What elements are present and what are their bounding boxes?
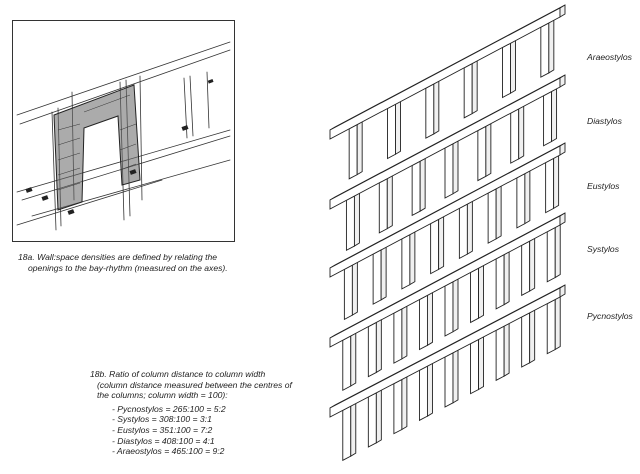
column-eustylos-5 — [459, 204, 467, 258]
column-side-systylos-7 — [504, 252, 509, 305]
label-diastylos: Diastylos — [587, 116, 622, 126]
column-pycnostylos-6 — [471, 339, 479, 393]
column-pycnostylos-9 — [547, 299, 555, 353]
column-side-diastylos-3 — [420, 158, 425, 211]
column-diastylos-3 — [412, 161, 420, 215]
column-side-eustylos-4 — [439, 216, 444, 269]
column-diastylos-5 — [478, 126, 486, 180]
column-pycnostylos-7 — [496, 326, 504, 380]
column-araeostylos-6 — [541, 23, 549, 77]
column-side-eustylos-7 — [525, 171, 530, 224]
column-side-systylos-4 — [427, 292, 432, 345]
column-araeostylos-5 — [503, 43, 511, 97]
column-side-eustylos-2 — [381, 247, 386, 300]
column-side-pycnostylos-6 — [479, 336, 484, 389]
column-systylos-7 — [496, 255, 504, 309]
column-side-systylos-6 — [479, 265, 484, 318]
column-eustylos-8 — [546, 158, 554, 212]
label-araeostylos: Araeostylos — [587, 52, 632, 62]
column-side-pycnostylos-9 — [555, 296, 560, 349]
column-pycnostylos-3 — [394, 379, 402, 433]
column-side-diastylos-1 — [354, 193, 359, 246]
label-eustylos: Eustylos — [587, 181, 620, 191]
column-systylos-3 — [394, 309, 402, 363]
column-araeostylos-1 — [349, 125, 357, 179]
column-systylos-6 — [471, 268, 479, 322]
column-side-systylos-9 — [555, 225, 560, 278]
column-systylos-5 — [445, 282, 453, 336]
column-side-diastylos-6 — [519, 106, 524, 159]
column-systylos-1 — [343, 336, 351, 390]
column-side-diastylos-5 — [486, 123, 491, 176]
column-side-eustylos-1 — [352, 262, 357, 315]
column-eustylos-6 — [488, 189, 496, 243]
column-eustylos-7 — [517, 174, 525, 228]
ratio-araeostylos: - Araeostylos = 465:100 = 9:2 — [112, 446, 225, 457]
column-side-diastylos-4 — [453, 141, 458, 194]
column-systylos-4 — [419, 295, 427, 349]
column-eustylos-3 — [402, 235, 410, 289]
column-eustylos-1 — [344, 265, 352, 319]
column-side-araeostylos-2 — [396, 101, 401, 154]
column-side-araeostylos-4 — [472, 61, 477, 114]
beam-front-araeostylos — [330, 8, 560, 139]
column-side-eustylos-5 — [467, 201, 472, 254]
column-araeostylos-2 — [388, 104, 396, 158]
column-side-pycnostylos-4 — [427, 363, 432, 416]
column-eustylos-4 — [431, 219, 439, 273]
column-side-pycnostylos-2 — [376, 390, 381, 443]
column-pycnostylos-2 — [368, 393, 376, 447]
caption-18b-line1: 18b. Ratio of column distance to column width — [90, 369, 266, 379]
column-side-systylos-1 — [351, 333, 356, 386]
column-pycnostylos-4 — [419, 366, 427, 420]
column-side-diastylos-7 — [552, 88, 557, 141]
column-pycnostylos-5 — [445, 353, 453, 407]
label-pycnostylos: Pycnostylos — [587, 311, 633, 321]
column-diastylos-7 — [544, 91, 552, 145]
caption-18a-line1: 18a. Wall:space densities are defined by relating the — [18, 252, 218, 262]
colonnade-diagram — [300, 0, 590, 474]
column-side-araeostylos-5 — [511, 40, 516, 93]
ratio-systylos: - Systylos = 308:100 = 3:1 — [112, 414, 212, 425]
column-side-pycnostylos-8 — [530, 310, 535, 363]
column-side-systylos-5 — [453, 279, 458, 332]
column-pycnostylos-1 — [343, 406, 351, 460]
column-pycnostylos-8 — [522, 313, 530, 367]
column-araeostylos-4 — [464, 64, 472, 118]
column-systylos-8 — [522, 241, 530, 295]
column-eustylos-2 — [373, 250, 381, 304]
column-systylos-9 — [547, 228, 555, 282]
caption-18b-line3: the columns; column width = 100): — [97, 390, 228, 401]
column-araeostylos-3 — [426, 84, 434, 138]
caption-18b — [90, 369, 320, 457]
column-side-systylos-8 — [530, 238, 535, 291]
column-diastylos-4 — [445, 144, 453, 198]
column-side-pycnostylos-7 — [504, 323, 509, 376]
wall-opening-sketch — [12, 20, 235, 242]
column-side-pycnostylos-5 — [453, 350, 458, 403]
caption-18a — [18, 252, 268, 274]
label-systylos: Systylos — [587, 244, 619, 254]
column-systylos-2 — [368, 322, 376, 376]
column-side-pycnostylos-3 — [402, 376, 407, 429]
column-side-araeostylos-3 — [434, 81, 439, 134]
column-side-araeostylos-1 — [357, 122, 362, 175]
column-side-araeostylos-6 — [549, 20, 554, 73]
caption-18a-line2: openings to the bay-rhythm (measured on the axes). — [28, 263, 228, 273]
column-side-systylos-2 — [376, 319, 381, 372]
column-diastylos-6 — [511, 109, 519, 163]
caption-18b-line2: (column distance measured between the centres of — [97, 379, 292, 390]
ratio-list — [112, 404, 320, 457]
column-side-eustylos-6 — [496, 186, 501, 239]
ratio-diastylos: - Diastylos = 408:100 = 4:1 — [112, 435, 215, 446]
column-side-eustylos-8 — [554, 155, 559, 208]
column-side-eustylos-3 — [410, 232, 415, 285]
ratio-pycnostylos: - Pycnostylos = 265:100 = 5:2 — [112, 403, 226, 414]
ratio-eustylos: - Eustylos = 351:100 = 7:2 — [112, 424, 213, 435]
column-diastylos-1 — [346, 196, 354, 250]
column-side-pycnostylos-1 — [351, 403, 356, 456]
column-side-systylos-3 — [402, 306, 407, 359]
column-side-diastylos-2 — [387, 176, 392, 229]
column-diastylos-2 — [379, 179, 387, 233]
